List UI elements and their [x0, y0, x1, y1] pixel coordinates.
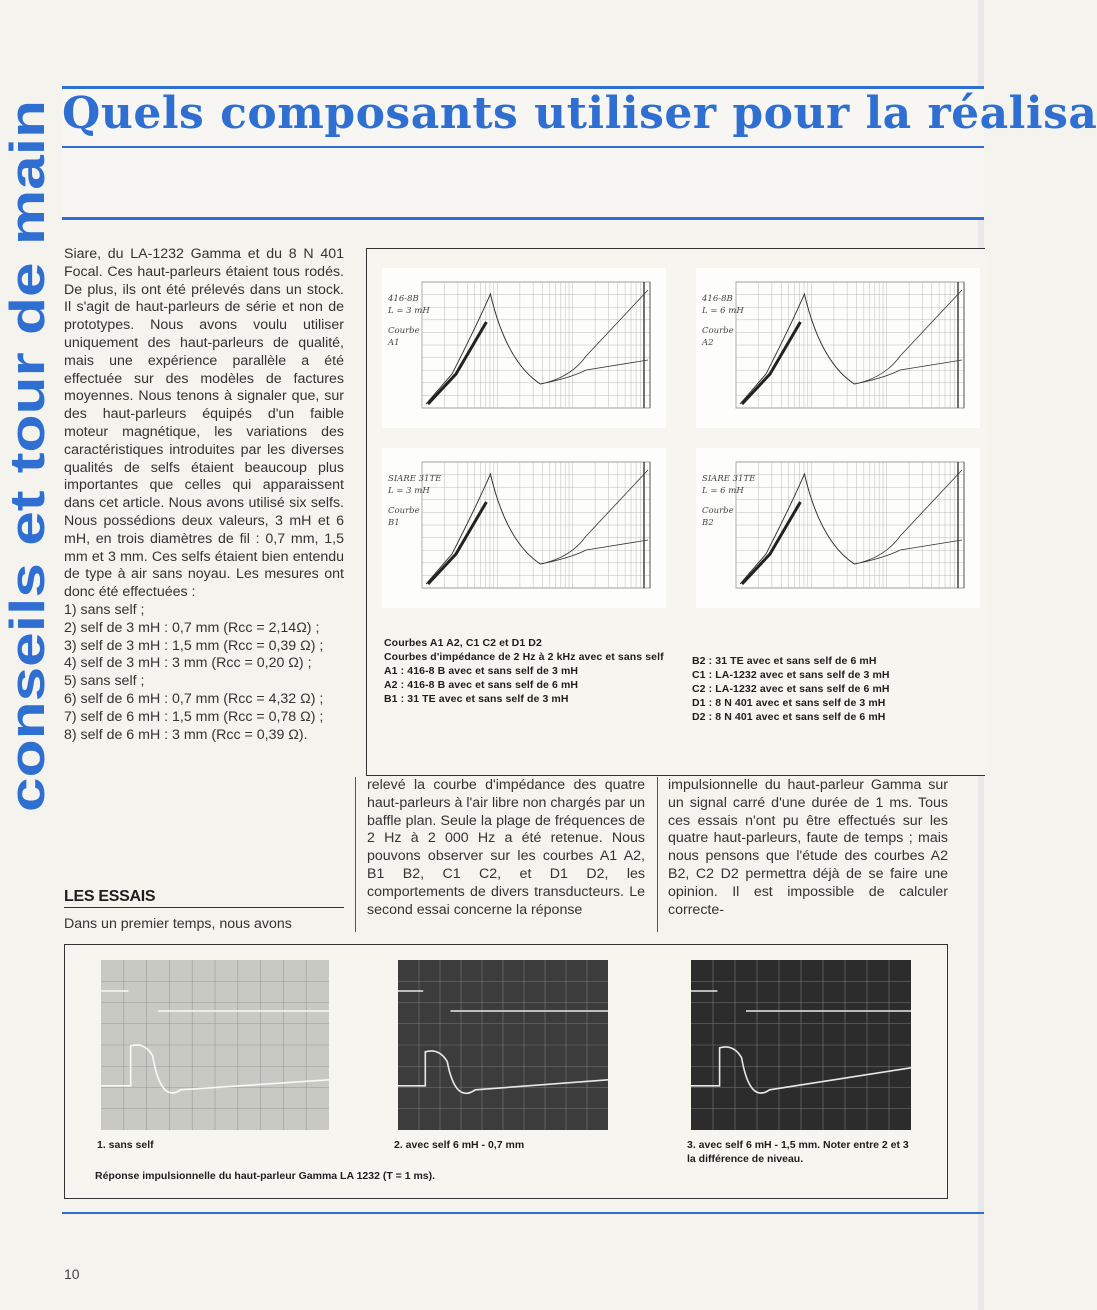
chart-handwritten-note: A2 — [702, 338, 714, 348]
caption-line: A1 : 416-8 B avec et sans self de 3 mH — [384, 665, 579, 677]
list-item: 2) self de 3 mH : 0,7 mm (Rcc = 2,14Ω) ; — [64, 619, 320, 636]
caption-line: D1 : 8 N 401 avec et sans self de 3 mH — [692, 697, 886, 709]
chart-handwritten-note: Courbe — [388, 326, 420, 336]
header-rule — [62, 146, 984, 148]
list-item: 4) self de 3 mH : 3 mm (Rcc = 0,20 Ω) ; — [64, 655, 312, 672]
impedance-chart — [382, 268, 666, 428]
oscillo-photo — [101, 960, 329, 1130]
chart-handwritten-note: L = 6 mH — [702, 306, 744, 316]
caption-line: A2 : 416-8 B avec et sans self de 6 mH — [384, 679, 579, 691]
caption-title: Courbes A1 A2, C1 C2 et D1 D2 — [384, 637, 542, 649]
oscillo-photo — [398, 960, 608, 1130]
chart-handwritten-note: A1 — [388, 338, 400, 348]
column-3-text: impulsionnelle du haut-parleur Gamma sur un signal carré d'une durée de 1 ms. Tous ces essais n'ont pu être effectués sur les quatre haut-parleurs, faute de temps ; mais nous pensons que l'étude des courbes A2 B2, C2 D2 permettra déjà de se faire une opinion. Il est impossible de calculer correcte- — [668, 777, 948, 918]
caption-line: C2 : LA-1232 avec et sans self de 6 mH — [692, 683, 890, 695]
column-1-end — [64, 916, 344, 934]
footer-rule — [62, 1212, 984, 1214]
chart-handwritten-note: 416-8B — [388, 294, 419, 304]
oscillo-caption: 1. sans self — [97, 1139, 154, 1151]
self-list — [64, 602, 344, 744]
column-divider — [657, 777, 658, 932]
list-item: 7) self de 6 mH : 1,5 mm (Rcc = 0,78 Ω) ; — [64, 708, 324, 725]
chart-handwritten-note: B1 — [388, 518, 400, 528]
list-item: 5) sans self ; — [64, 673, 145, 690]
chart-handwritten-note: Courbe — [388, 506, 420, 516]
oscillo-photo — [691, 960, 911, 1130]
list-item: 3) self de 3 mH : 1,5 mm (Rcc = 0,39 Ω) ; — [64, 637, 324, 654]
caption-subtitle: Courbes d'impédance de 2 Hz à 2 kHz avec et sans self — [384, 651, 664, 663]
chart-handwritten-note: Courbe — [702, 326, 734, 336]
list-item: 8) self de 6 mH : 3 mm (Rcc = 0,39 Ω). — [64, 726, 308, 743]
list-item: 1) sans self ; — [64, 601, 145, 618]
page-title: Quels composants utiliser pour la réalisa — [62, 88, 1097, 139]
chart-handwritten-note: SIARE 31TE — [388, 474, 442, 484]
chart-handwritten-note: L = 3 mH — [388, 306, 430, 316]
essais-text: Dans un premier temps, nous avons — [64, 916, 292, 932]
side-title-text: conseils et tour de main — [1, 251, 55, 812]
side-title — [1, 100, 55, 820]
column-2-text: relevé la courbe d'impédance des quatre haut-parleurs à l'air libre non chargés par un baffle plan. Seule la plage de fréquences de 2 Hz à 2 000 Hz a été retenue. Nous pouvons observer sur les courbes A1 A2, B1 B2, C1 C2, et D1 D2, les comportements de divers transducteurs. Le second essai concerne la réponse — [367, 777, 645, 918]
caption-line: D2 : 8 N 401 avec et sans self de 6 mH — [692, 711, 886, 723]
oscillo-caption: 2. avec self 6 mH - 0,7 mm — [394, 1139, 525, 1151]
impedance-chart — [382, 448, 666, 608]
caption-line: B1 : 31 TE avec et sans self de 3 mH — [384, 693, 569, 705]
caption-line: B2 : 31 TE avec et sans self de 6 mH — [692, 655, 877, 667]
oscillo-title: Réponse impulsionnelle du haut-parleur Gamma LA 1232 (T = 1 ms). — [95, 1170, 436, 1182]
chart-handwritten-note: SIARE 31TE — [702, 474, 756, 484]
list-item: 6) self de 6 mH : 0,7 mm (Rcc = 4,32 Ω) ; — [64, 690, 324, 707]
column-2 — [367, 777, 645, 919]
chart-handwritten-note: B2 — [702, 518, 714, 528]
impedance-chart — [696, 448, 980, 608]
chart-handwritten-note: Courbe — [702, 506, 734, 516]
column-1-text: Siare, du LA-1232 Gamma et du 8 N 401 Focal. Ces haut-parleurs étaient tous rodés. De plus, ils ont été prélevés dans un stock. Il s'agit de haut-parleurs de série et non de prototypes. Nous avons voulu utiliser uniquement des haut-parleurs de qualité, mais une expérience parallèle a été effectuée sur des modèles de factures moyennes. Nous tenons à signaler que, sur des haut-parleurs équipés d'un faible moteur magnétique, les variations des caractéristiques introduites par les diverses qualités de selfs étaient beaucoup plus importantes que celles qui apparaissent dans cet article. Nous avons utilisé six selfs. Nous possédions deux valeurs, 3 mH et 6 mH, en trois diamètres de fil : 0,7 mm, 1,5 mm et 3 mm. Ces selfs étaient bien entendu de type à air sans noyau. Les mesures ont donc été effectuées : — [64, 246, 344, 601]
column-3 — [668, 777, 948, 919]
chart-handwritten-note: L = 3 mH — [388, 486, 430, 496]
section-heading: LES ESSAIS — [64, 888, 344, 908]
caption-line: C1 : LA-1232 avec et sans self de 3 mH — [692, 669, 890, 681]
impedance-chart — [696, 268, 980, 428]
column-divider — [355, 777, 356, 932]
chart-handwritten-note: 416-8B — [702, 294, 733, 304]
page-number: 10 — [64, 1266, 80, 1282]
chart-handwritten-note: L = 6 mH — [702, 486, 744, 496]
oscillo-caption: 3. avec self 6 mH - 1,5 mm. Noter entre 2 et 3 la différence de niveau. — [687, 1139, 909, 1165]
column-1 — [64, 246, 344, 744]
